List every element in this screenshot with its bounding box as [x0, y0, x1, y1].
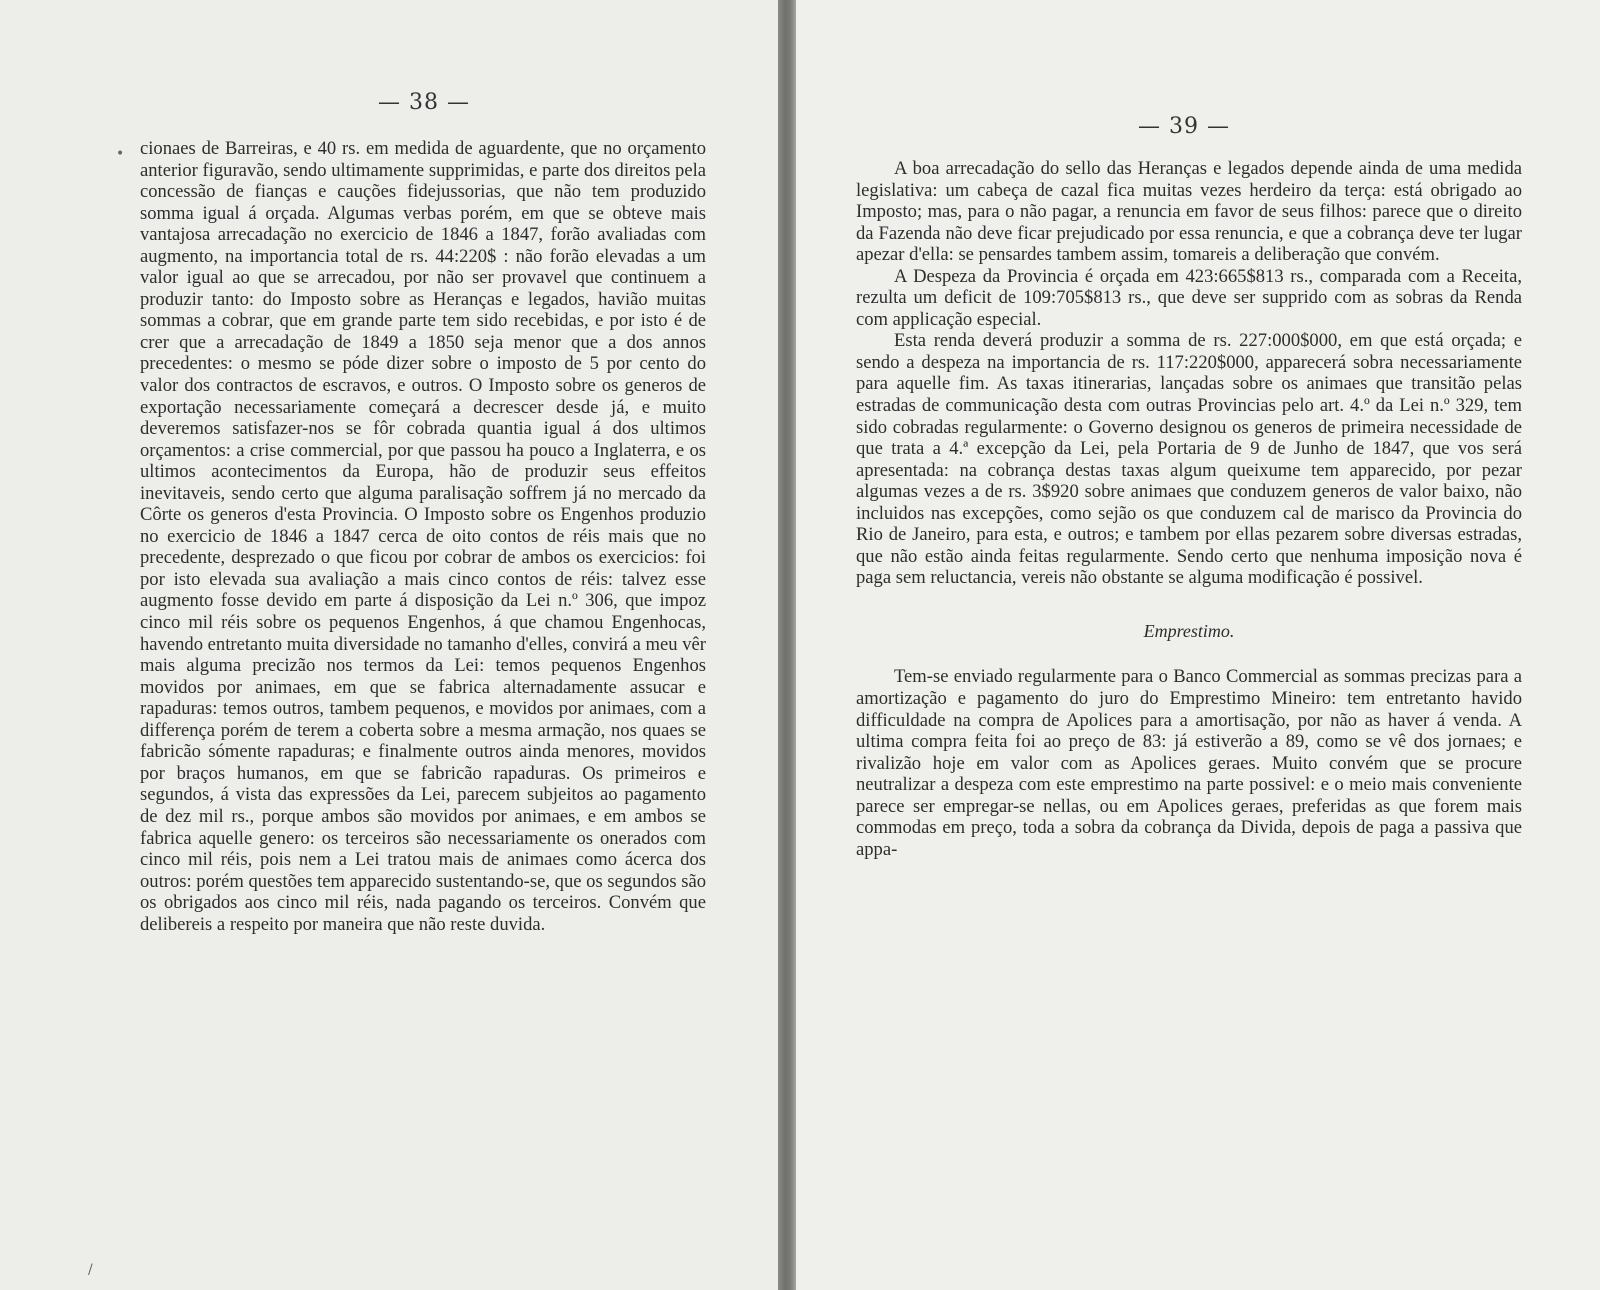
paragraph-herancas: A boa arrecadação do sello das Heranças e legados depende ainda de uma medida legislativa: um cabeça de cazal fica muitas vezes herdeiro da terça: está obrigado ao Imposto; mas, para o não pagar, a renuncia em favor de seus filhos: parece que o direito da Fazenda não deve ficar prejudicado por essa renuncia, e que a cobrança deve ter lugar apezar d'ella: se pensardes tambem assim, tomareis a deliberação que convém.: [856, 158, 1522, 266]
paragraph-renda: Esta renda deverá produzir a somma de rs. 227:000$000, em que está orçada; e sendo a despeza na importancia de rs. 117:220$000, apparecerá sobra necessariamente para aquelle fim. As taxas itinerarias, lançadas sobre os animaes que transitão pelas estradas de communicação desta com outras Provincias pelo art. 4.º da Lei n.º 329, tem sido cobradas regularmente: o Governo designou os generos de primeira necessidade de que trata a 4.ª excepção da Lei, pela Portaria de 9 de Junho de 1847, que vos será apresentada: na cobrança destas taxas algum queixume tem apparecido, por pezar algumas vezes a de rs. 3$920 sobre animaes que conduzem generos de valor baixo, não incluidos nas excepções, como sejão os que conduzem cal de marisco da Provincia do Rio de Janeiro, para esta, e outros; e tambem por ellas pezarem sobre diversas estradas, que não estão ainda feitas regularmente. Sendo certo que nenhuma imposição nova é paga sem reluctancia, vereis não obstante se alguma modificação é possivel.: [856, 330, 1522, 589]
ink-spot: •: [116, 146, 125, 162]
right-page-text: [856, 158, 1522, 860]
book-gutter: [778, 0, 796, 1290]
page-number-left: — 38 —: [378, 90, 470, 115]
ink-mark: /: [88, 1262, 93, 1278]
left-page-paragraph: cionaes de Barreiras, e 40 rs. em medida de aguardente, que no orçamento anterior figuravão, sendo ultimamente supprimidas, e parte dos direitos pela concessão de fianças e cauções fidejussorias, que não tem produzido somma igual á orçada. Algumas verbas porém, em que se obteve mais vantajosa arrecadação no exercicio de 1846 a 1847, forão avaliadas com augmento, na importancia total de rs. 44:220$ : não forão elevadas a um valor igual ao que se arrecadou, por não ser provavel que continuem a produzir tanto: do Imposto sobre as Heranças e legados, havião muitas sommas a cobrar, que em grande parte tem sido recebidas, e por isto é de crer que a arrecadação de 1849 a 1850 seja menor que a dos annos precedentes: o mesmo se póde dizer sobre o imposto de 5 por cento do valor dos contractos de escravos, e outros. O Imposto sobre os generos de exportação necessariamente começará a decrescer desde já, e muito deveremos satisfazer-nos se fôr cobrada quantia igual á dos ultimos orçamentos: a crise commercial, por que passou ha pouco a Inglaterra, e os ultimos acontecimentos da Europa, hão de produzir seus effeitos inevitaveis, sendo certo que alguma paralisação soffrem já no mercado da Côrte os generos d'esta Provincia. O Imposto sobre os Engenhos produzio no exercicio de 1846 a 1847 cerca de oito contos de réis mais que no precedente, desprezado o que ficou por cobrar de ambos os exercicios: foi por isto elevada sua avaliação a mais cinco contos de réis: talvez esse augmento fosse devido em parte á disposição da Lei n.º 306, que impoz cinco mil réis sobre os pequenos Engenhos, á que chamou Engenhocas, havendo entretanto muita diversidade no tamanho d'elles, convirá a meu vêr mais alguma precizão nos termos da Lei: temos pequenos Engenhos movidos por animaes, em que se fabrica alternadamente assucar e rapaduras: temos outros, tambem pequenos, e movidos por animaes, com a differença porém de terem a coberta sobre a mesma armação, nos quaes se fabricão sómente rapaduras; e finalmente outros ainda menores, movidos por braços humanos, em que se fabricão rapaduras. Os primeiros e segundos, á vista das expressões da Lei, parecem subjeitos ao pagamento de dez mil rs., porque ambos são movidos por animaes, e em ambos se fabrica aquelle genero: os terceiros são necessariamente os onerados com cinco mil réis, pois nem a Lei tratou mais de animaes como ácerca dos outros: porém questões tem apparecido sustentando-se, que os segundos são os obrigados aos cinco mil réis, nada pagando os terceiros. Convém que delibereis a respeito por maneira que não reste duvida.: [140, 138, 706, 935]
paragraph-emprestimo: Tem-se enviado regularmente para o Banco Commercial as sommas precizas para a amortização e pagamento do juro do Emprestimo Mineiro: tem entretanto havido difficuldade na compra de Apolices para a amortisação, por não as haver á venda. A ultima compra feita foi ao preço de 83: já estiverão a 89, como se vê dos jornaes; e rivalizão hoje em valor com as Apolices geraes. Muito convém que se procure neutralizar a despeza com este emprestimo na parte possivel: e o meio mais conveniente parece ser empregar-se nellas, ou em Apolices geraes, preferidas as que forem mais commodas em preço, toda a sobra da cobrança da Divida, depois de paga a passiva que appa-: [856, 666, 1522, 860]
page-number-right: — 39 —: [1138, 114, 1230, 139]
left-page-text: [140, 138, 706, 935]
section-heading-emprestimo: Emprestimo.: [1143, 620, 1235, 641]
right-page: [796, 0, 1600, 1290]
left-page: [0, 0, 778, 1290]
paragraph-despeza: A Despeza da Provincia é orçada em 423:665$813 rs., comparada com a Receita, rezulta um deficit de 109:705$813 rs., que deve ser supprido com as sobras da Renda com applicação especial.: [856, 265, 1522, 330]
